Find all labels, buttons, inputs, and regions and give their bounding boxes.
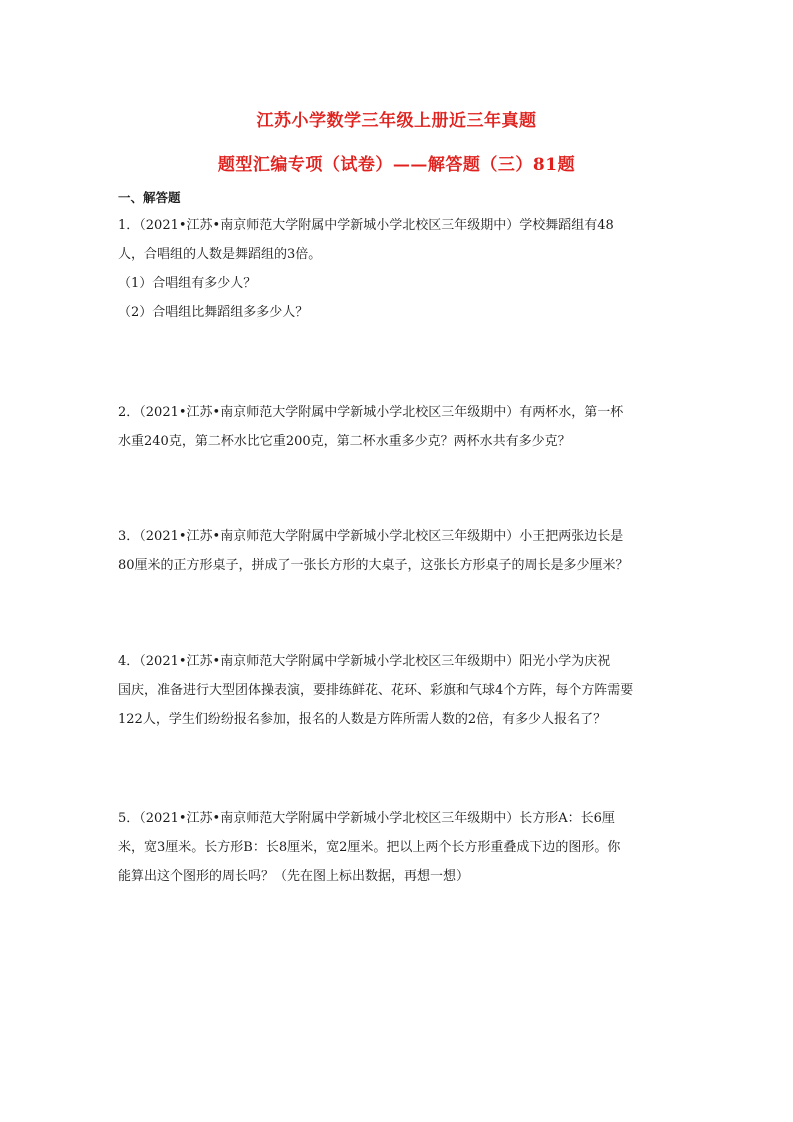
question-text-line: 122人，学生们纷纷报名参加，报名的人数是方阵所需人数的2倍，有多少人报名了？ bbox=[118, 712, 607, 727]
document-subtitle: 题型汇编专项（试卷）——解答题（三）81题 bbox=[217, 155, 576, 175]
question-text-line: 国庆，准备进行大型团体操表演，要排练鲜花、花环、彩旗和气球4个方阵，每个方阵需要 bbox=[118, 683, 634, 698]
question-4 bbox=[118, 647, 683, 734]
question-1 bbox=[118, 211, 683, 327]
question-2 bbox=[118, 398, 683, 456]
question-text-line: 1．（2021•江苏•南京师范大学附属中学新城小学北校区三年级期中）学校舞蹈组有48 bbox=[118, 218, 614, 233]
question-5 bbox=[118, 804, 683, 891]
question-text-line: 5．（2021•江苏•南京师范大学附属中学新城小学北校区三年级期中）长方形A：长6厘 bbox=[118, 811, 615, 826]
question-text-line: 2．（2021•江苏•南京师范大学附属中学新城小学北校区三年级期中）有两杯水，第一杯 bbox=[118, 405, 624, 420]
question-text-line: 80厘米的正方形桌子，拼成了一张长方形的大桌子，这张长方形桌子的周长是多少厘米？ bbox=[118, 558, 629, 573]
question-3 bbox=[118, 522, 683, 580]
question-text-line: 能算出这个图形的周长吗？（先在图上标出数据，再想一想） bbox=[118, 869, 470, 884]
question-text-line: 人，合唱组的人数是舞蹈组的3倍。 bbox=[118, 247, 322, 262]
question-text-line: 4．（2021•江苏•南京师范大学附属中学新城小学北校区三年级期中）阳光小学为庆祝 bbox=[118, 654, 611, 669]
document-title: 江苏小学数学三年级上册近三年真题 bbox=[256, 111, 537, 131]
sub-question: （2）合唱组比舞蹈组多多少人？ bbox=[118, 305, 309, 320]
sub-question: （1）合唱组有多少人？ bbox=[118, 276, 257, 291]
section-heading: 一、解答题 bbox=[118, 190, 181, 205]
question-text-line: 3．（2021•江苏•南京师范大学附属中学新城小学北校区三年级期中）小王把两张边长是 bbox=[118, 529, 624, 544]
question-text-line: 米，宽3厘米。长方形B：长8厘米，宽2厘米。把以上两个长方形重叠成下边的图形。你 bbox=[118, 840, 621, 855]
question-text-line: 水重240克，第二杯水比它重200克，第二杯水重多少克？两杯水共有多少克？ bbox=[118, 434, 571, 449]
